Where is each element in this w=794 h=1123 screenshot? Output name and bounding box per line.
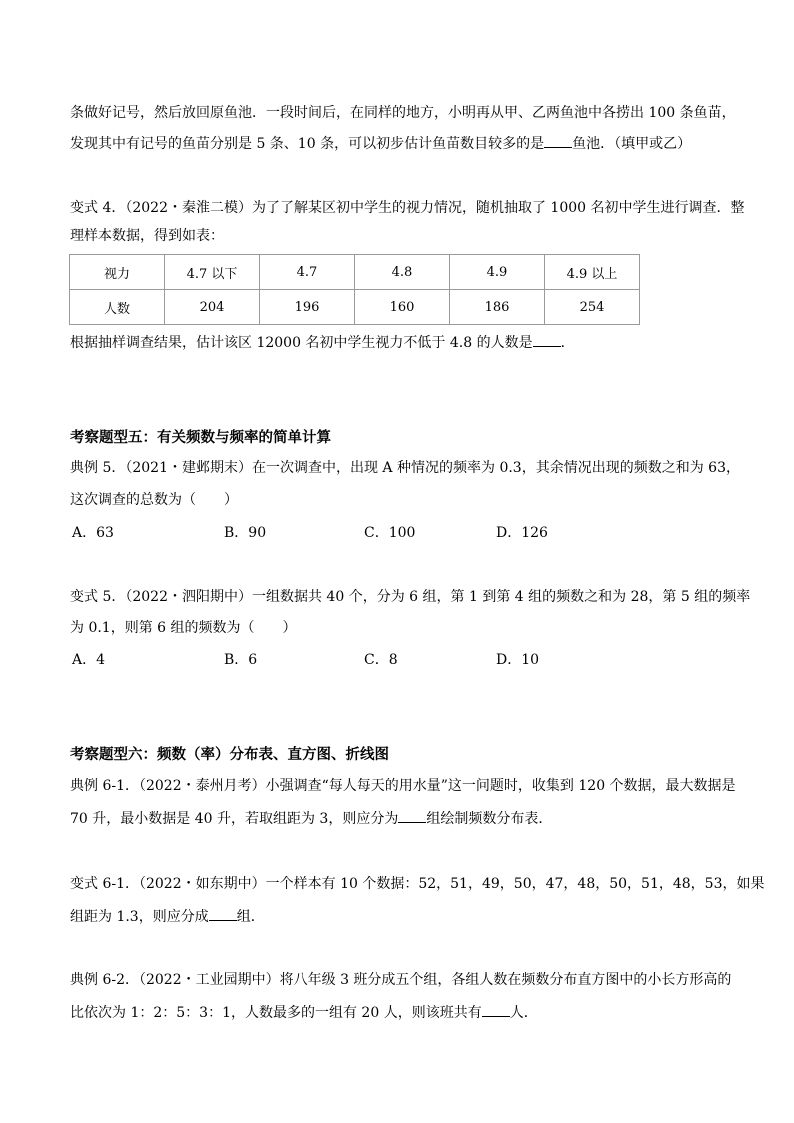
variant5-option-d: D．10 xyxy=(496,652,540,668)
example5-option-a: A．63 xyxy=(72,525,114,541)
prev-problem-text: 发现其中有记号的鱼苗分别是 5 条、10 条，可以初步估计鱼苗数目较多的是 xyxy=(70,136,545,152)
table-row xyxy=(70,290,640,325)
answer-blank xyxy=(209,906,237,921)
table-cell: 204 xyxy=(165,290,260,325)
variant4-after-text: 根据抽样调查结果，估计该区 12000 名初中学生视力不低于 4.8 的人数是 xyxy=(70,335,533,351)
example6-2-line-1: 典例 6-2．（2022・工业园期中）将八年级 3 班分成五个组，各组人数在频数分布直方图中的小长方形高的 xyxy=(70,972,732,988)
variant5-line-2: 为 0.1，则第 6 组的频数为（ ） xyxy=(70,620,297,636)
example5-option-b: B．90 xyxy=(224,525,267,541)
table-cell: 254 xyxy=(545,290,640,325)
table-cell: 196 xyxy=(260,290,355,325)
variant6-1-text-end: 组． xyxy=(236,909,265,925)
example6-1-line-2 xyxy=(70,808,552,829)
example6-1-text: 70 升，最小数据是 40 升，若取组距为 3，则应分为 xyxy=(70,811,399,827)
example6-2-line-2 xyxy=(70,1002,538,1023)
variant4-line-2: 理样本数据，得到如表： xyxy=(70,228,224,244)
table-cell: 186 xyxy=(450,290,545,325)
variant6-1-text: 组距为 1.3，则应分成 xyxy=(70,909,209,925)
variant5-option-b: B．6 xyxy=(224,652,258,668)
variant5-line-1: 变式 5．（2022・泗阳期中）一组数据共 40 个，分为 6 组，第 1 到第 4 组的频数之和为 28，第 5 组的频率 xyxy=(70,589,751,605)
table-cell: 4.7 以下 xyxy=(165,255,260,290)
table-cell: 4.7 xyxy=(260,255,355,290)
variant6-1-line-2 xyxy=(70,906,265,927)
example5-line-2: 这次调查的总数为（ ） xyxy=(70,492,238,508)
variant4-line-1: 变式 4．（2022・秦淮二模）为了了解某区初中学生的视力情况，随机抽取了 1000 名初中学生进行调查．整 xyxy=(70,200,745,216)
table-cell: 4.8 xyxy=(355,255,450,290)
example6-1-line-1: 典例 6-1．（2022・泰州月考）小强调查“每人每天的用水量”这一问题时，收集到 120 个数据，最大数据是 xyxy=(70,778,736,794)
variant4-after-table xyxy=(70,332,575,353)
example6-2-text: 比依次为 1：2：5：3：1，人数最多的一组有 20 人，则该班共有 xyxy=(70,1005,482,1021)
variant6-1-line-1: 变式 6-1．（2022・如东期中）一个样本有 10 个数据：52，51，49，50，47，48，50，51，48，53，如果 xyxy=(70,876,765,892)
answer-blank xyxy=(533,332,561,347)
prev-problem-text-end: 鱼池．（填甲或乙） xyxy=(572,136,692,152)
prev-problem-line-2 xyxy=(70,133,691,154)
variant5-option-a: A．4 xyxy=(72,652,106,668)
table-cell: 160 xyxy=(355,290,450,325)
table-cell: 4.9 xyxy=(450,255,545,290)
table-cell: 人数 xyxy=(70,290,165,325)
table-cell: 视力 xyxy=(70,255,165,290)
variant5-option-c: C．8 xyxy=(364,652,398,668)
vision-table xyxy=(69,254,640,325)
answer-blank xyxy=(398,808,426,823)
section6-heading: 考察题型六：频数（率）分布表、直方图、折线图 xyxy=(70,747,389,763)
example6-1-text-end: 组绘制频数分布表． xyxy=(426,811,553,827)
prev-problem-line-1: 条做好记号，然后放回原鱼池．一段时间后，在同样的地方，小明再从甲、乙两鱼池中各捞出 100 条鱼苗， xyxy=(70,105,736,121)
example6-2-text-end: 人． xyxy=(509,1005,538,1021)
example5-line-1: 典例 5．（2021・建邺期末）在一次调查中，出现 A 种情况的频率为 0.3，其余情况出现的频数之和为 63， xyxy=(70,460,740,476)
answer-blank xyxy=(482,1002,510,1017)
example5-option-d: D．126 xyxy=(496,525,548,541)
example5-option-c: C．100 xyxy=(364,525,416,541)
table-row xyxy=(70,255,640,290)
variant4-after-end: ． xyxy=(560,335,575,351)
table-cell: 4.9 以上 xyxy=(545,255,640,290)
section5-heading: 考察题型五：有关频数与频率的简单计算 xyxy=(70,430,331,446)
answer-blank xyxy=(544,133,572,148)
